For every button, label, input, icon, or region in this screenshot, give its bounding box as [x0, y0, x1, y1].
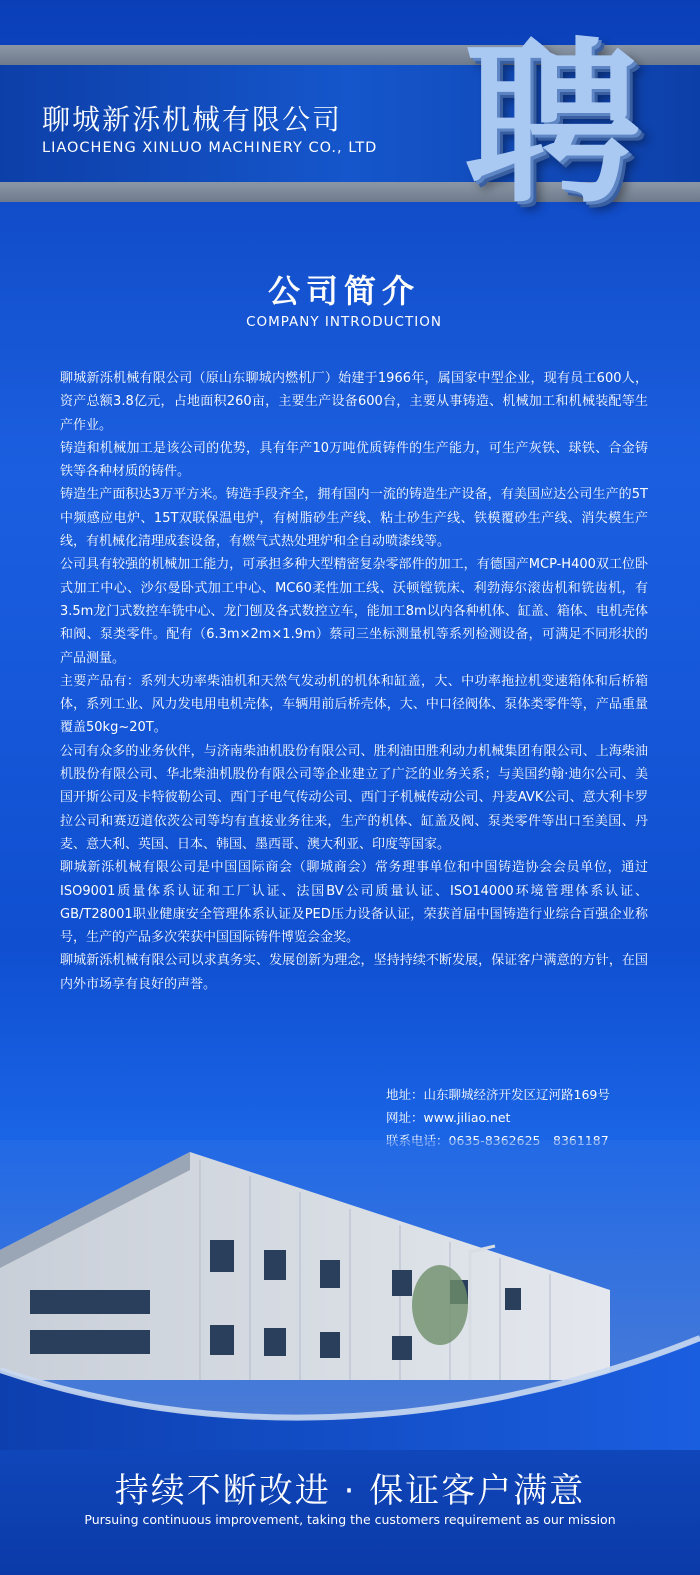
- intro-paragraph: 公司有众多的业务伙伴，与济南柴油机股份有限公司、胜利油田胜利动力机械集团有限公司、上海柴油机股份有限公司、华北柴油机股份有限公司等企业建立了广泛的业务关系；与美国约翰·迪尔公司、美国开斯公司及卡特彼勒公司、西门子电气传动公司、西门子机械传动公司、丹麦AVK公司、意大利卡罗拉公司和赛迈道依茨公司等均有直接业务往来，生产的机体、缸盖及阀、泵类零件等出口至美国、丹麦、意大利、英国、日本、韩国、墨西哥、澳大利亚、印度等国家。: [60, 743, 648, 852]
- section-title: 公司简介: [267, 272, 420, 310]
- hire-character-graphic: 聘: [463, 22, 640, 227]
- intro-paragraph: 聊城新泺机械有限公司是中国国际商会（聊城商会）常务理事单位和中国铸造协会会员单位，通过ISO9001质量体系认证和工厂认证、法国BV公司质量认证、ISO14000环境管理体系认证、GB/T28001职业健康安全管理体系认证及PED压力设备认证，荣获首届中国铸造行业综合百强企业称号，生产的产品多次荣获中国国际铸件博览会金奖。: [60, 860, 648, 946]
- slogan-en: Pursuing continuous improvement, taking the customers requirement as our mission: [84, 1512, 616, 1527]
- intro-paragraph: 公司具有较强的机械加工能力，可承担多种大型精密复杂零部件的加工，有德国产MCP-H400双工位卧式加工中心、沙尔曼卧式加工中心、MC60柔性加工线、沃顿镗铣床、利勃海尔滚齿机和铣齿机，有3.5m龙门式数控车铣中心、龙门刨及各式数控立车，能加工8m以内各种机体、缸盖、箱体、电机壳体和阀、泵类零件。配有（6.3m×2m×1.9m）蔡司三坐标测量机等系列检测设备，可满足不同形状的产品测量。: [60, 557, 648, 666]
- contact-website: 网址：www.jiliao.net: [386, 1110, 511, 1125]
- intro-paragraph: 铸造生产面积达3万平方米。铸造手段齐全，拥有国内一流的铸造生产设备，有美国应达公司生产的5T中频感应电炉、15T双联保温电炉，有树脂砂生产线、粘土砂生产线、铁模覆砂生产线、消失模生产线，有机械化清理成套设备，有燃气式热处理炉和全自动喷漆线等。: [60, 487, 648, 550]
- company-introduction: [60, 367, 648, 996]
- section-subtitle: COMPANY INTRODUCTION: [246, 314, 442, 330]
- intro-paragraph: 聊城新泺机械有限公司以求真务实、发展创新为理念，坚持持续不断发展，保证客户满意的方针，在国内外市场享有良好的声誉。: [60, 953, 648, 992]
- factory-building-photo: [0, 1140, 700, 1450]
- contact-address: 地址：山东聊城经济开发区辽河路169号: [386, 1087, 610, 1102]
- intro-paragraph: 主要产品有：系列大功率柴油机和天然气发动机的机体和缸盖，大、中功率拖拉机变速箱体和后桥箱体，系列工业、风力发电用电机壳体，车辆用前后桥壳体，大、中口径阀体、泵体类零件等，产品重量覆盖50kg~20T。: [60, 673, 648, 736]
- company-name-cn: 聊城新泺机械有限公司: [42, 103, 343, 136]
- company-name-en: LIAOCHENG XINLUO MACHINERY CO., LTD: [42, 140, 378, 156]
- intro-paragraph: 聊城新泺机械有限公司（原山东聊城内燃机厂）始建于1966年，属国家中型企业，现有员工600人，资产总额3.8亿元，占地面积260亩，主要生产设备600台，主要从事铸造、机械加工和机械装配等生产作业。: [60, 371, 648, 433]
- slogan-cn: 持续不断改进 · 保证客户满意: [114, 1471, 586, 1511]
- intro-paragraph: 铸造和机械加工是该公司的优势，具有年产10万吨优质铸件的生产能力，可生产灰铁、球铁、合金铸铁等各种材质的铸件。: [60, 440, 648, 480]
